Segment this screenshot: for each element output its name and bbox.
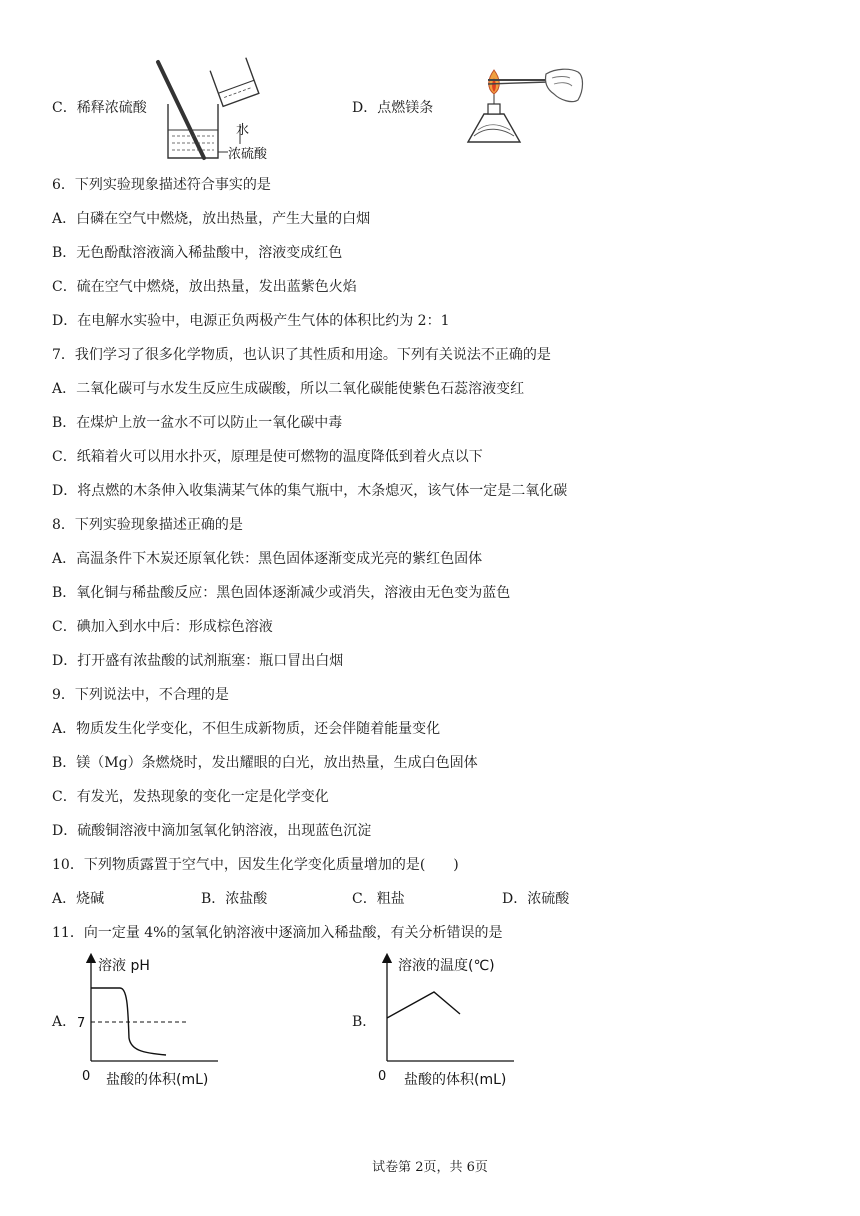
q11-option-a[interactable]: A． (52, 1014, 77, 1030)
water-label: 水 (236, 123, 250, 138)
q7-option-a[interactable]: A．二氧化碳可与水发生反应生成碳酸，所以二氧化碳能使紫色石蕊溶液变红 (52, 381, 525, 397)
q7-stem: 7．我们学习了很多化学物质，也认识了其性质和用途。下列有关说法不正确的是 (52, 347, 551, 363)
q11-option-b[interactable]: B． (352, 1014, 377, 1030)
q9-option-b[interactable]: B．镁（Mg）条燃烧时，发出耀眼的白光，放出热量，生成白色固体 (52, 755, 478, 771)
temperature-x-axis-label: 盐酸的体积(mL) (404, 1072, 507, 1088)
q10-option-a[interactable]: A．烧碱 (52, 891, 105, 907)
q9-option-d[interactable]: D．硫酸铜溶液中滴加氢氧化钠溶液，出现蓝色沉淀 (52, 823, 372, 839)
ph-graph (76, 952, 226, 1092)
temperature-axis-label: 溶液的温度(℃) (398, 958, 495, 974)
ph-ref-tick-label: 7 (77, 1016, 86, 1031)
q7-option-d[interactable]: D．将点燃的木条伸入收集满某气体的集气瓶中，木条熄灭，该气体一定是二氧化碳 (52, 483, 568, 499)
q6-option-d[interactable]: D．在电解水实验中，电源正负两极产生气体的体积比约为 2：1 (52, 313, 450, 329)
q5-option-d[interactable]: D．点燃镁条 (352, 100, 434, 116)
q6-option-b[interactable]: B．无色酚酞溶液滴入稀盐酸中，溶液变成红色 (52, 245, 343, 261)
q8-stem: 8．下列实验现象描述正确的是 (52, 517, 243, 533)
q8-option-c[interactable]: C．碘加入到水中后：形成棕色溶液 (52, 619, 273, 635)
q6-option-a[interactable]: A．白磷在空气中燃烧，放出热量，产生大量的白烟 (52, 211, 371, 227)
page-footer: 试卷第 2页，共 6页 (372, 1160, 488, 1175)
acid-label: 浓硫酸 (228, 147, 268, 162)
q7-option-b[interactable]: B．在煤炉上放一盆水不可以防止一氧化碳中毒 (52, 415, 343, 431)
q10-stem: 10．下列物质露置于空气中，因发生化学变化质量增加的是( ) (52, 857, 459, 873)
q6-option-c[interactable]: C．硫在空气中燃烧，放出热量，发出蓝紫色火焰 (52, 279, 357, 295)
q8-option-a[interactable]: A．高温条件下木炭还原氧化铁：黑色固体逐渐变成光亮的紫红色固体 (52, 551, 483, 567)
q9-stem: 9．下列说法中，不合理的是 (52, 687, 229, 703)
burn-magnesium-illustration (452, 64, 588, 148)
dilute-acid-illustration (150, 58, 280, 162)
ph-axis-label: 溶液 pH (98, 958, 150, 974)
ph-origin-label: 0 (82, 1069, 91, 1084)
q5-option-c[interactable]: C．稀释浓硫酸 (52, 100, 147, 116)
q10-option-d[interactable]: D．浓硫酸 (502, 891, 570, 907)
q8-option-d[interactable]: D．打开盛有浓盐酸的试剂瓶塞：瓶口冒出白烟 (52, 653, 344, 669)
q9-option-a[interactable]: A．物质发生化学变化，不但生成新物质，还会伴随着能量变化 (52, 721, 441, 737)
temperature-origin-label: 0 (378, 1069, 387, 1084)
q9-option-c[interactable]: C．有发光，发热现象的变化一定是化学变化 (52, 789, 329, 805)
q11-stem: 11．向一定量 4%的氢氧化钠溶液中逐滴加入稀盐酸，有关分析错误的是 (52, 925, 503, 941)
q10-option-c[interactable]: C．粗盐 (352, 891, 405, 907)
q7-option-c[interactable]: C．纸箱着火可以用水扑灭，原理是使可燃物的温度降低到着火点以下 (52, 449, 483, 465)
temperature-curve (387, 992, 460, 1018)
q6-stem: 6．下列实验现象描述符合事实的是 (52, 177, 271, 193)
temperature-graph (372, 952, 522, 1092)
q8-option-b[interactable]: B．氧化铜与稀盐酸反应：黑色固体逐渐减少或消失，溶液由无色变为蓝色 (52, 585, 511, 601)
ph-x-axis-label: 盐酸的体积(mL) (106, 1072, 209, 1088)
q10-option-b[interactable]: B．浓盐酸 (201, 891, 268, 907)
